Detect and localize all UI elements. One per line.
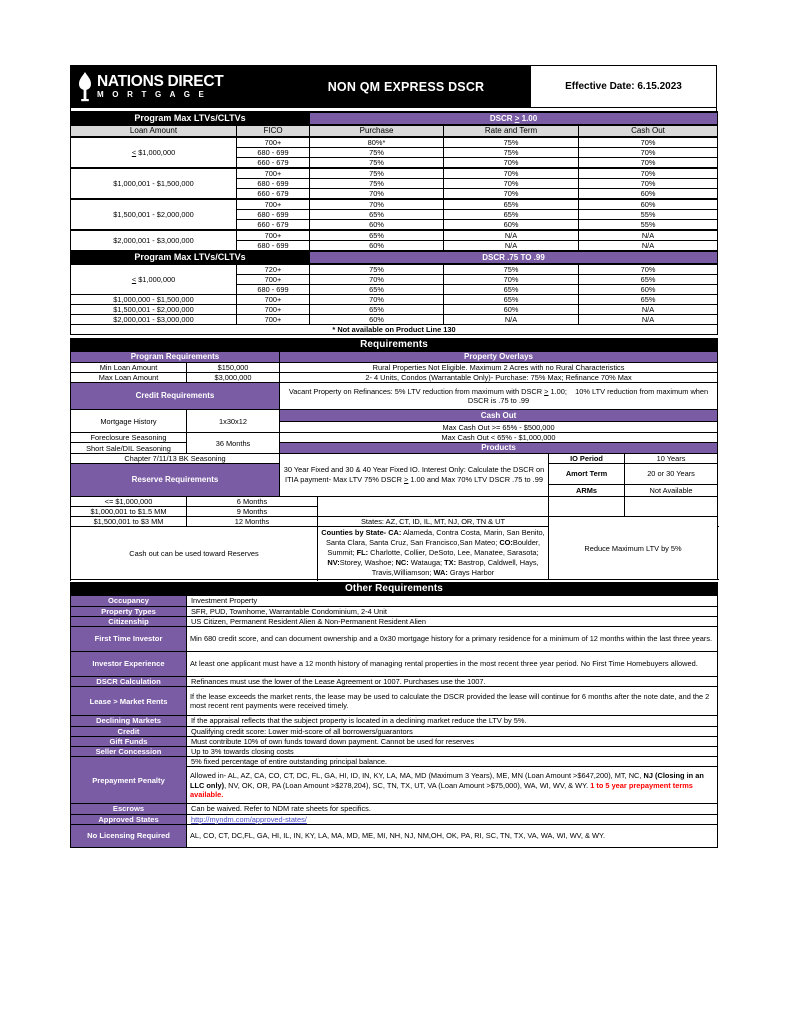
cash-out-cell: 55% [579,219,718,230]
min-loan-value: $150,000 [187,363,280,373]
row-label-prepayment-penalty: Prepayment Penalty [71,757,187,804]
purchase-cell: 60% [310,241,444,252]
col-cash-out: Cash Out [579,125,718,137]
row-label-lease-market-rents: Lease > Market Rents [71,687,187,716]
table-row [71,497,718,507]
section1-label: Program Max LTVs/CLTVs [71,112,310,125]
rate-term-cell: 60% [444,219,579,230]
cash-out-cell: 70% [579,137,718,148]
table-row [71,726,718,736]
row-label-citizenship: Citizenship [71,616,187,626]
property-overlays-label: Property Overlays [280,352,718,363]
purchase-cell: 75% [310,147,444,157]
section1-dscr: DSCR > 1.00 [310,112,718,125]
rate-term-cell: 75% [444,264,579,275]
reserve-tier-label: <= $1,000,000 [71,497,187,507]
max-loan-value: $3,000,000 [187,373,280,383]
table-row [71,596,718,606]
cash-out-cell: 70% [579,264,718,275]
table-row [71,687,718,716]
table-row [71,230,718,241]
rate-matrix-sheet [70,65,717,848]
products-description-cont [318,497,549,517]
row-value-no-licensing: AL, CO, CT, DC,FL, GA, HI, IL, IN, KY, LA, MA, MD, ME, MI, NH, NJ, NM,OH, OK, PA, RI, SC, TN, TX, VA, WA, WI, WV, & WY. [187,824,718,847]
table-row [71,616,718,626]
row-value-escrows: Can be waived. Refer to NDM rate sheets for specifics. [187,804,718,814]
col-fico: FICO [237,125,310,137]
purchase-cell: 70% [310,199,444,210]
ltv-matrix-table [70,111,718,335]
requirements-table [70,338,718,580]
ltv-footnote: * Not available on Product Line 130 [71,325,718,335]
row-value-citizenship: US Citizen, Permanent Resident Alien & Non-Permanent Resident Alien [187,616,718,626]
cash-out-cell: N/A [579,315,718,325]
loan-amount-group: $2,000,001 - $3,000,000 [71,315,237,325]
loan-amount-group: $1,500,001 - $2,000,000 [71,305,237,315]
approved-states-link[interactable]: http://myndm.com/approved-states/ [191,814,307,824]
rate-term-cell: 70% [444,168,579,179]
cash-out-cell: 60% [579,285,718,295]
purchase-cell: 75% [310,264,444,275]
prepay-allowed-states [187,767,718,804]
fico-cell: 720+ [237,264,310,275]
max-loan-label: Max Loan Amount [71,373,187,383]
logo-text-secondary: M O R T G A G E [97,90,208,100]
rate-term-cell: 65% [444,285,579,295]
table-row [71,137,718,148]
rate-term-cell: 75% [444,147,579,157]
rate-term-cell: N/A [444,315,579,325]
fico-cell: 700+ [237,305,310,315]
purchase-cell: 80%* [310,137,444,148]
reserve-tier-months: 6 Months [187,497,318,507]
row-label-seller-concession: Seller Concession [71,747,187,757]
cash-out-cell: 65% [579,295,718,305]
fico-cell: 660 - 679 [237,157,310,168]
cash-out-cell: N/A [579,241,718,252]
reserve-tier-label: $1,000,001 to $1.5 MM [71,507,187,517]
rate-term-cell: 60% [444,305,579,315]
cash-out-cell: 55% [579,209,718,219]
row-label-first-time-investor: First Time Investor [71,627,187,652]
table-row [71,804,718,814]
table-row [71,443,718,454]
purchase-cell: 65% [310,305,444,315]
rate-term-cell: 70% [444,188,579,199]
fico-cell: 700+ [237,168,310,179]
row-value-seller-concession: Up to 3% towards closing costs [187,747,718,757]
row-value-occupancy: Investment Property [187,596,718,606]
row-value-lease-market-rents: If the lease exceeds the market rents, the lease may be used to calculate the DSCR provided the lease will continue for 6 months after the note date, and the 2 most recent rent payments were received timely. [187,687,718,716]
row-label-occupancy: Occupancy [71,596,187,606]
geo-states-action: Reduce Maximum LTV by 5% [549,517,718,580]
rate-term-cell: 65% [444,209,579,219]
rate-term-cell: N/A [444,230,579,241]
ltv-footnote-row [71,325,718,335]
document-title: NON QM EXPRESS DSCR [327,79,485,94]
table-row [71,315,718,325]
cash-out-cell: N/A [579,305,718,315]
prepay-terms-highlight: 1 to 5 year prepayment terms available. [190,780,693,800]
products-description: 30 Year Fixed and 30 & 40 Year Fixed IO. Interest Only: Calculate the DSCR on ITIA payment- Max LTV 75% DSCR > 1.00 and Max 70% LTV DSCR .75 to .99 [280,454,549,497]
flame-icon [77,72,93,102]
table-row [71,433,718,443]
prepay-text-part2: , NV, OK, OR, PA (Loan Amount >$278,204), SC, TN, TX, UT, VA (Loan Amount >$75,000), WA, WI, WV, & WY. [224,780,591,790]
cash-out-label: Cash Out [280,410,718,422]
table-row [71,716,718,726]
fico-cell: 660 - 679 [237,219,310,230]
loan-amount-group: $1,000,001 - $1,500,000 [71,168,237,199]
row-label-escrows: Escrows [71,804,187,814]
purchase-cell: 65% [310,209,444,219]
arms-value: Not Available [625,484,718,497]
cash-out-cell: N/A [579,230,718,241]
products-label: Products [280,443,718,454]
purchase-cell: 75% [310,168,444,179]
reserve-note: Cash out can be used toward Reserves [71,527,318,580]
table-row [71,736,718,746]
fico-cell: 680 - 699 [237,147,310,157]
table-row [71,747,718,757]
cash-out-line1: Max Cash Out >= 65% - $500,000 [280,422,718,433]
table-row [71,168,718,179]
table-row [71,606,718,616]
cash-out-cell: 70% [579,157,718,168]
credit-requirements-label: Credit Requirements [71,383,280,410]
ltv-section-header-2 [71,251,718,264]
mortgage-history-value: 1x30x12 [187,410,280,433]
purchase-cell: 60% [310,315,444,325]
table-row [71,305,718,315]
loan-amount-group: $1,000,000 - $1,500,000 [71,295,237,305]
foreclosure-label: Foreclosure Seasoning [71,433,187,443]
col-rate-and-term: Rate and Term [444,125,579,137]
geo-states: States: AZ, CT, ID, IL, MT, NJ, OR, TN & UT [318,517,549,527]
other-requirements-title: Other Requirements [71,583,718,596]
rate-term-cell: N/A [444,241,579,252]
purchase-cell: 70% [310,295,444,305]
reserve-filler [549,497,625,517]
fico-cell: 660 - 679 [237,188,310,199]
io-period-value: 10 Years [625,454,718,464]
io-period-label: IO Period [549,454,625,464]
requirements-title-row [71,339,718,352]
row-value-investor-experience: At least one applicant must have a 12 month history of managing rental properties in the most recent three year period. No First Time Homebuyers allowed. [187,652,718,677]
row-value-property-types: SFR, PUD, Townhome, Warrantable Condominium, 2-4 Unit [187,606,718,616]
other-requirements-title-row [71,583,718,596]
cash-out-cell: 60% [579,199,718,210]
table-row [71,824,718,847]
effective-date: Effective Date: 6.15.2023 [530,66,716,107]
purchase-cell: 65% [310,230,444,241]
purchase-cell: 75% [310,178,444,188]
row-label-declining-markets: Declining Markets [71,716,187,726]
cash-out-cell: 70% [579,168,718,179]
section2-label: Program Max LTVs/CLTVs [71,251,310,264]
prepay-text-nj: NJ (Closing in an LLC only) [190,770,704,790]
cash-out-cell: 70% [579,178,718,188]
arms-label: ARMs [549,484,625,497]
company-logo [71,66,282,107]
cash-out-line2: Max Cash Out < 65% - $1,000,000 [280,433,718,443]
reserve-tier-months: 12 Months [187,517,318,527]
rate-term-cell: 70% [444,178,579,188]
table-row [71,652,718,677]
fico-cell: 680 - 699 [237,241,310,252]
fico-cell: 700+ [237,275,310,285]
reserve-requirements-label: Reserve Requirements [71,464,280,497]
other-requirements-table [70,582,718,848]
program-requirements-label: Program Requirements [71,352,280,363]
row-value-declining-markets: If the appraisal reflects that the subject property is located in a declining market reduce the LTV by 5%. [187,716,718,726]
short-sale-label: Short Sale/DIL Seasoning [71,443,187,454]
reserve-filler-2 [625,497,718,517]
purchase-cell: 65% [310,285,444,295]
table-row [71,295,718,305]
ltv-section-header-1 [71,112,718,125]
amort-term-value: 20 or 30 Years [625,464,718,484]
table-row [71,454,718,464]
table-row [71,199,718,210]
fico-cell: 700+ [237,199,310,210]
table-row [71,757,718,767]
col-loan-amount: Loan Amount [71,125,237,137]
loan-amount-group: < $1,000,000 [71,264,237,295]
ltv-column-headers [71,125,718,137]
cash-out-cell: 70% [579,147,718,157]
purchase-cell: 70% [310,188,444,199]
col-purchase: Purchase [310,125,444,137]
purchase-cell: 75% [310,157,444,168]
row-label-no-licensing: No Licensing Required [71,824,187,847]
fico-cell: 700+ [237,230,310,241]
row-value-dscr-calculation: Refinances must use the lower of the Lease Agreement or 1007. Purchases use the 1007. [187,677,718,687]
min-loan-label: Min Loan Amount [71,363,187,373]
row-label-approved-states: Approved States [71,814,187,824]
rate-term-cell: 75% [444,137,579,148]
cash-out-cell: 60% [579,188,718,199]
logo-text-primary: NATIONS DIRECT [97,72,224,90]
row-value-approved-states[interactable] [187,814,718,824]
table-row [71,363,718,373]
row-value-credit: Qualifying credit score: Lower mid-score of all borrowers/guarantors [187,726,718,736]
prepay-fixed-percentage: 5% fixed percentage of entire outstanding principal balance. [187,757,718,767]
amort-term-label: Amort Term [549,464,625,484]
fico-cell: 700+ [237,295,310,305]
loan-amount-group: < $1,000,000 [71,137,237,168]
rate-term-cell: 70% [444,157,579,168]
fico-cell: 680 - 699 [237,178,310,188]
table-row [71,373,718,383]
overlay-rural: Rural Properties Not Eligible. Maximum 2 Acres with no Rural Characteristics [280,363,718,373]
bk-label: Chapter 7/11/13 BK Seasoning [71,454,280,464]
rate-term-cell: 65% [444,295,579,305]
overlay-vacant: Vacant Property on Refinances: 5% LTV reduction from maximum with DSCR > 1.00; 10% LTV reduction from maximum when DSCR is .75 to .99 [280,383,718,410]
reserve-tier-months: 9 Months [187,507,318,517]
row-label-credit: Credit [71,726,187,736]
table-row [71,264,718,275]
requirements-title: Requirements [71,339,718,352]
fico-cell: 680 - 699 [237,285,310,295]
row-value-first-time-investor: Min 680 credit score, and can document ownership and a 0x30 mortgage history for a primary residence for a minimum of 12 months within the last three years. [187,627,718,652]
table-row [71,517,718,527]
loan-amount-group: $2,000,001 - $3,000,000 [71,230,237,251]
seasoning-value: 36 Months [187,433,280,454]
row-label-gift-funds: Gift Funds [71,736,187,746]
cash-out-cell: 65% [579,275,718,285]
fico-cell: 680 - 699 [237,209,310,219]
row-value-gift-funds: Must contribute 10% of own funds toward down payment. Cannot be used for reserves [187,736,718,746]
prepay-text-part1: Allowed in- AL, AZ, CA, CO, CT, DC, FL, GA, HI, ID, IN, KY, LA, MA, MD (Maximum 3 Years), ME, MN (Loan Amount >$647,200), MT, NC, [190,770,644,780]
purchase-cell: 70% [310,275,444,285]
table-row [71,677,718,687]
overlay-units: 2- 4 Units, Condos (Warrantable Only)- Purchase: 75% Max; Refinance 70% Max [280,373,718,383]
rate-term-cell: 65% [444,199,579,210]
mortgage-history-label: Mortgage History [71,410,187,433]
loan-amount-group: $1,500,001 - $2,000,000 [71,199,237,230]
purchase-cell: 60% [310,219,444,230]
reserve-tier-label: $1,500,001 to $3 MM [71,517,187,527]
table-row [71,410,718,422]
row-label-property-types: Property Types [71,606,187,616]
requirements-subheaders [71,352,718,363]
rate-term-cell: 70% [444,275,579,285]
fico-cell: 700+ [237,315,310,325]
geo-counties: Counties by State- CA: Alameda, Contra Costa, Marin, San Benito, Santa Clara, Santa Cruz, San Francisco,San Mateo; CO:Boulder, Summit; FL: Charlotte, Collier, DeSoto, Lee, Manatee, Sarasota; NV:Storey, Washoe; NC: Watauga; TX: Bastrop, Caldwell, Hays, Travis,Williamson; WA: Grays Harbor [318,527,549,580]
table-row [71,814,718,824]
document-header [70,65,717,108]
row-label-investor-experience: Investor Experience [71,652,187,677]
table-row [71,627,718,652]
fico-cell: 700+ [237,137,310,148]
row-label-dscr-calculation: DSCR Calculation [71,677,187,687]
section2-dscr: DSCR .75 TO .99 [310,251,718,264]
